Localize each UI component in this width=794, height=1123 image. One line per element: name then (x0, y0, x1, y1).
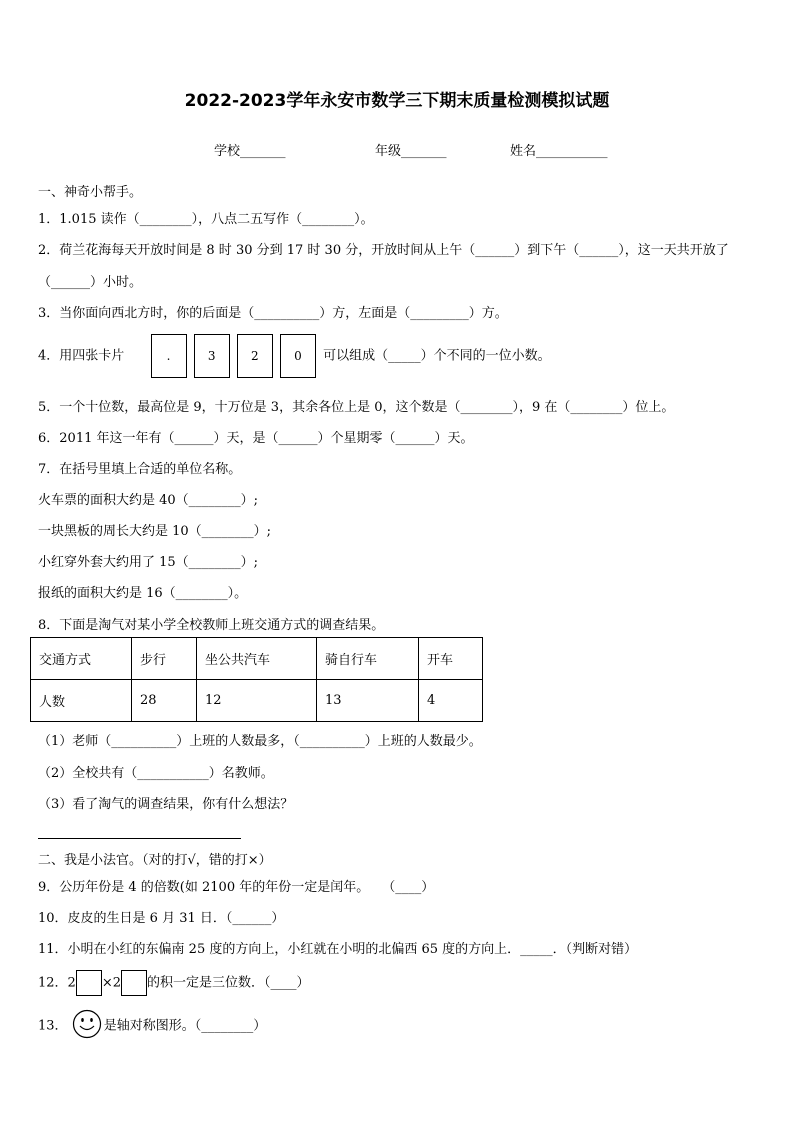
question-8-sub-2: （2）全校共有（___________）名教师。 (38, 766, 274, 781)
table-cell: 28 (132, 680, 197, 722)
table-header-row (31, 638, 483, 680)
question-12 (38, 970, 310, 996)
card-dot: . (151, 334, 187, 378)
grade-field: 年级_______ (375, 144, 447, 159)
table-cell: 12 (197, 680, 317, 722)
question-7-item: 报纸的面积大约是 16（________）。 (38, 586, 248, 601)
card-0: 0 (280, 334, 316, 378)
question-7-item: 火车票的面积大约是 40（________）; (38, 493, 259, 508)
question-10: 10．皮皮的生日是 6 月 31 日．（______） (38, 911, 285, 926)
question-11: 11．小明在小红的东偏南 25 度的方向上，小红就在小明的北偏西 65 度的方向上．_____．（判断对错） (38, 942, 638, 957)
question-4-prefix: 4．用四张卡片 (38, 348, 125, 364)
card-2: 2 (237, 334, 273, 378)
table-cell: 步行 (132, 638, 197, 680)
table-cell: 人数 (31, 680, 132, 722)
table-cell: 13 (317, 680, 419, 722)
question-13-suffix: 是轴对称图形。（________） (103, 1018, 267, 1034)
question-2-line-2: （______）小时。 (38, 275, 143, 290)
question-2-line-1: 2．荷兰花海每天开放时间是 8 时 30 分到 17 时 30 分，开放时间从上午（______）到下午（______），这一天共开放了 (38, 243, 729, 258)
page-title: 2022-2023学年永安市数学三下期末质量检测模拟试题 (184, 91, 610, 111)
question-6: 6．2011 年这一年有（______）天，是（______）个星期零（______）天。 (38, 431, 474, 446)
table-cell: 坐公共汽车 (197, 638, 317, 680)
smiley-face-icon (72, 1009, 102, 1043)
section-2-heading: 二、我是小法官。（对的打√，错的打×） (38, 853, 272, 868)
question-7: 7．在括号里填上合适的单位名称。 (38, 462, 242, 477)
question-1: 1．1.015 读作（________），八点二五写作（________）。 (38, 212, 374, 227)
question-12-part-b: ×2 (101, 975, 121, 991)
question-7-item: 一块黑板的周长大约是 10（________）; (38, 524, 272, 539)
question-13 (38, 1009, 266, 1043)
table-cell: 骑自行车 (317, 638, 419, 680)
blank-box (76, 970, 102, 996)
card-3: 3 (194, 334, 230, 378)
table-cell: 交通方式 (31, 638, 132, 680)
question-12-part-c: 的积一定是三位数．（____） (147, 975, 310, 991)
answer-line (38, 838, 241, 839)
question-4-suffix: 可以组成（_____）个不同的一位小数。 (323, 348, 551, 364)
question-7-item: 小红穿外套大约用了 15（________）; (38, 555, 259, 570)
question-8-sub-1: （1）老师（__________）上班的人数最多，（__________）上班的人数最少。 (38, 734, 482, 749)
question-4 (38, 334, 551, 378)
section-1-heading: 一、神奇小帮手。 (38, 185, 143, 200)
blank-box (121, 970, 147, 996)
table-cell: 4 (419, 680, 483, 722)
question-8-sub-3: （3）看了淘气的调查结果，你有什么想法？ (38, 797, 294, 812)
question-5: 5．一个十位数，最高位是 9，十万位是 3，其余各位上是 0，这个数是（________），9 在（________）位上。 (38, 400, 675, 415)
table-cell: 开车 (419, 638, 483, 680)
school-field: 学校_______ (214, 144, 286, 159)
survey-table (30, 637, 483, 722)
question-3: 3．当你面向西北方时，你的后面是（__________）方，左面是（_________）方。 (38, 306, 508, 321)
question-9: 9．公历年份是 4 的倍数(如 2100 年的年份一定是闰年。 （____） (38, 880, 435, 895)
question-8: 8．下面是淘气对某小学全校教师上班交通方式的调查结果。 (38, 618, 385, 633)
question-13-prefix: 13． (38, 1018, 68, 1034)
table-row (31, 680, 483, 722)
name-field: 姓名___________ (510, 144, 608, 159)
question-12-part-a: 12．2 (38, 975, 76, 991)
